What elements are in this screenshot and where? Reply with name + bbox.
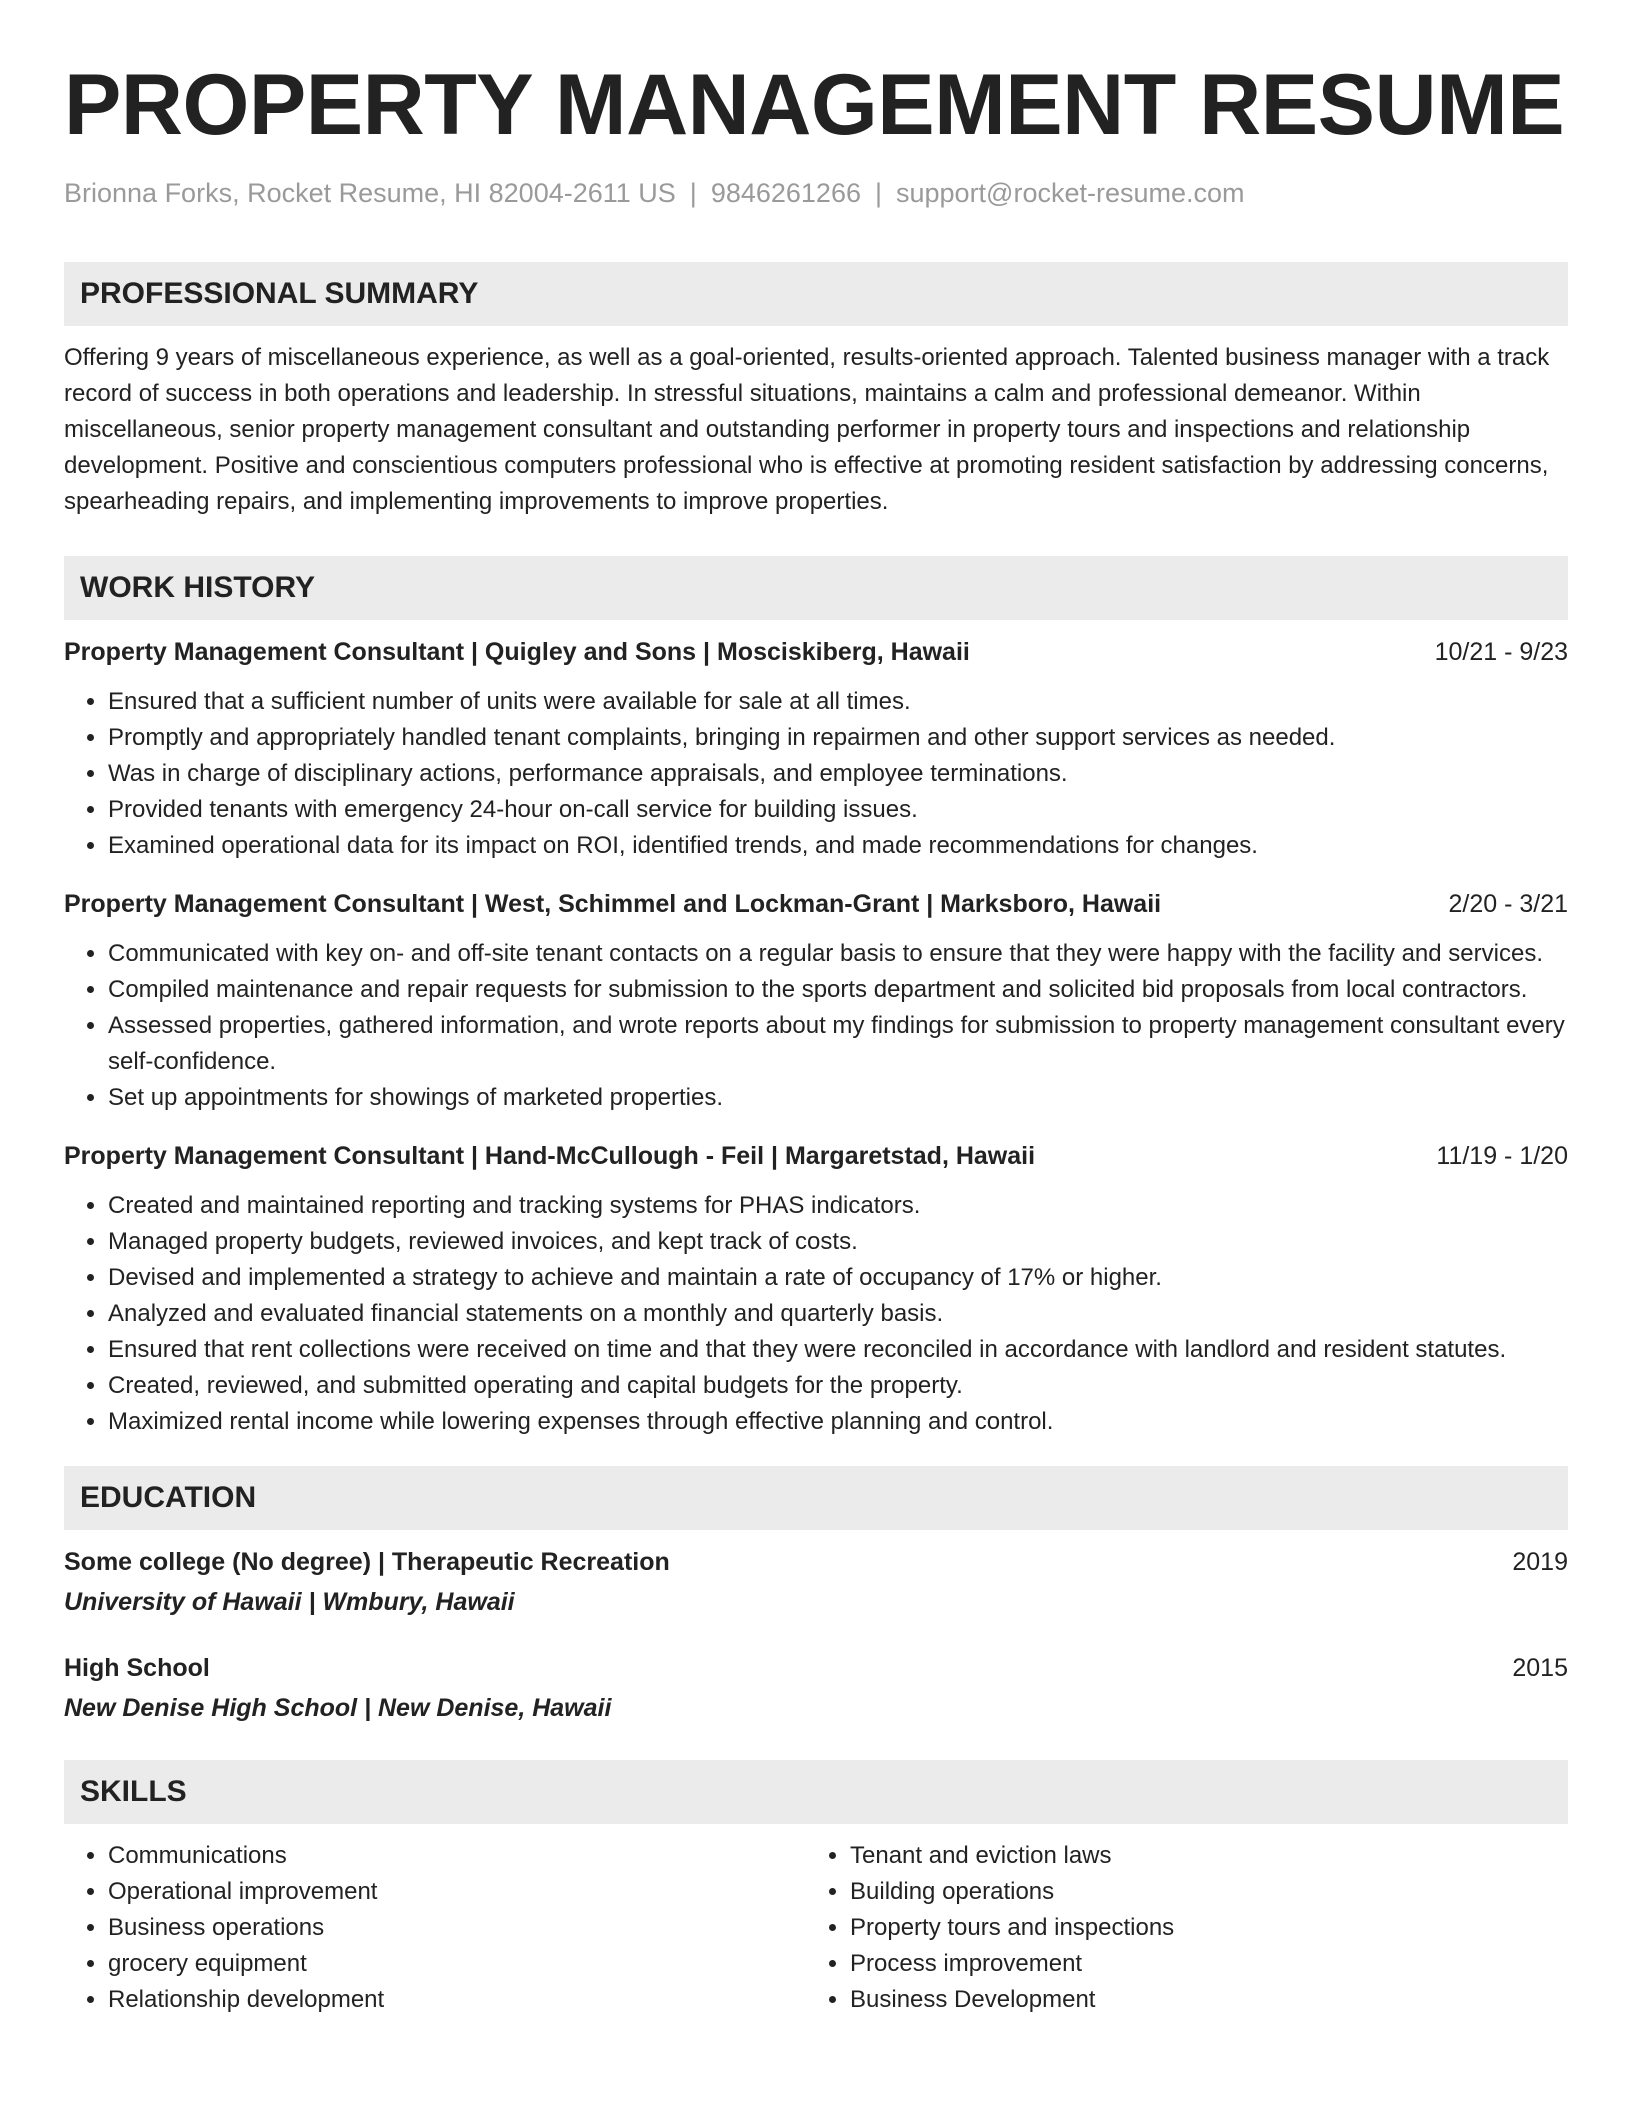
job-header	[64, 634, 1568, 670]
job-bullets	[64, 684, 1568, 864]
resume-title: PROPERTY MANAGEMENT RESUME	[64, 57, 1565, 153]
education-header	[64, 1650, 1568, 1686]
contact-phone: 9846261266	[710, 178, 861, 208]
skill-item: • Tenant and eviction laws	[850, 1838, 1548, 1874]
job-bullet: • Assessed properties, gathered information, and wrote reports about my findings for submission to property management consultant every self-confidence.	[108, 1008, 1568, 1080]
job-dates: 2/20 - 3/21	[1448, 890, 1568, 918]
job-title: Property Management Consultant | West, Schimmel and Lockman-Grant | Marksboro, Hawaii	[64, 890, 1162, 918]
contact-separator: |	[689, 178, 697, 208]
education-school: University of Hawaii | Wmbury, Hawaii	[64, 1588, 515, 1616]
contact-address: Brionna Forks, Rocket Resume, HI 82004-2611 US	[64, 178, 676, 208]
education-entry	[64, 1650, 1568, 1726]
job-header	[64, 1138, 1568, 1174]
education-degree: Some college (No degree) | Therapeutic Recreation	[64, 1548, 670, 1576]
education-degree: High School	[64, 1654, 210, 1682]
education-heading: EDUCATION	[64, 1466, 1568, 1530]
job-bullet: • Analyzed and evaluated financial statements on a monthly and quarterly basis.	[108, 1296, 1568, 1332]
job-bullet: • Set up appointments for showings of marketed properties.	[108, 1080, 1568, 1116]
job-bullets	[64, 936, 1568, 1116]
skills-heading: SKILLS	[64, 1760, 1568, 1824]
contact-email: support@rocket-resume.com	[896, 178, 1245, 208]
job-bullet: • Provided tenants with emergency 24-hour on-call service for building issues.	[108, 792, 1568, 828]
job-entry	[64, 634, 1568, 864]
skill-item: • Process improvement	[850, 1946, 1548, 1982]
job-bullet: • Devised and implemented a strategy to achieve and maintain a rate of occupancy of 17% or higher.	[108, 1260, 1568, 1296]
job-bullet: • Created, reviewed, and submitted operating and capital budgets for the property.	[108, 1368, 1568, 1404]
job-bullet: • Ensured that rent collections were received on time and that they were reconciled in accordance with landlord and resident statutes.	[108, 1332, 1568, 1368]
education-school: New Denise High School | New Denise, Hawaii	[64, 1694, 612, 1722]
skill-item: • Building operations	[850, 1874, 1548, 1910]
job-title: Property Management Consultant | Quigley and Sons | Mosciskiberg, Hawaii	[64, 638, 970, 666]
summary-heading: PROFESSIONAL SUMMARY	[64, 262, 1568, 326]
skills-column-left	[64, 1838, 806, 2018]
job-entry	[64, 886, 1568, 1116]
skill-item: • Communications	[108, 1838, 806, 1874]
skill-item: • Operational improvement	[108, 1874, 806, 1910]
job-bullets	[64, 1188, 1568, 1440]
job-bullet: • Ensured that a sufficient number of units were available for sale at all times.	[108, 684, 1568, 720]
work-history-heading: WORK HISTORY	[64, 556, 1568, 620]
contact-separator: |	[874, 178, 882, 208]
job-dates: 10/21 - 9/23	[1434, 638, 1568, 666]
skill-item: • Business Development	[850, 1982, 1548, 2018]
summary-text: Offering 9 years of miscellaneous experience, as well as a goal-oriented, results-oriented approach. Talented business manager with a track record of success in both operations and leadership. In stressful situations, maintains a calm and professional demeanor. Within miscellaneous, senior property management consultant and outstanding performer in property tours and inspections and relationship development. Positive and conscientious computers professional who is effective at promoting resident satisfaction by addressing concerns, spearheading repairs, and implementing improvements to improve properties.	[64, 344, 1550, 515]
job-header	[64, 886, 1568, 922]
skill-item: • Property tours and inspections	[850, 1910, 1548, 1946]
job-bullet: • Was in charge of disciplinary actions, performance appraisals, and employee terminations.	[108, 756, 1568, 792]
skills-column-right	[806, 1838, 1548, 2018]
job-entry	[64, 1138, 1568, 1440]
job-bullet: • Examined operational data for its impact on ROI, identified trends, and made recommendations for changes.	[108, 828, 1568, 864]
job-bullet: • Created and maintained reporting and tracking systems for PHAS indicators.	[108, 1188, 1568, 1224]
skills-grid	[64, 1838, 1568, 2018]
job-title: Property Management Consultant | Hand-McCullough - Feil | Margaretstad, Hawaii	[64, 1142, 1036, 1170]
job-bullet: • Promptly and appropriately handled tenant complaints, bringing in repairmen and other support services as needed.	[108, 720, 1568, 756]
education-year: 2019	[1512, 1548, 1568, 1576]
skill-item: • grocery equipment	[108, 1946, 806, 1982]
job-bullet: • Maximized rental income while lowering expenses through effective planning and control.	[108, 1404, 1568, 1440]
education-header	[64, 1544, 1568, 1580]
job-dates: 11/19 - 1/20	[1436, 1142, 1568, 1170]
contact-line	[64, 174, 1568, 212]
skill-item: • Business operations	[108, 1910, 806, 1946]
job-bullet: • Managed property budgets, reviewed invoices, and kept track of costs.	[108, 1224, 1568, 1260]
job-bullet: • Compiled maintenance and repair requests for submission to the sports department and solicited bid proposals from local contractors.	[108, 972, 1568, 1008]
education-year: 2015	[1512, 1654, 1568, 1682]
skill-item: • Relationship development	[108, 1982, 806, 2018]
education-entry	[64, 1544, 1568, 1620]
job-bullet: • Communicated with key on- and off-site tenant contacts on a regular basis to ensure that they were happy with the facility and services.	[108, 936, 1568, 972]
